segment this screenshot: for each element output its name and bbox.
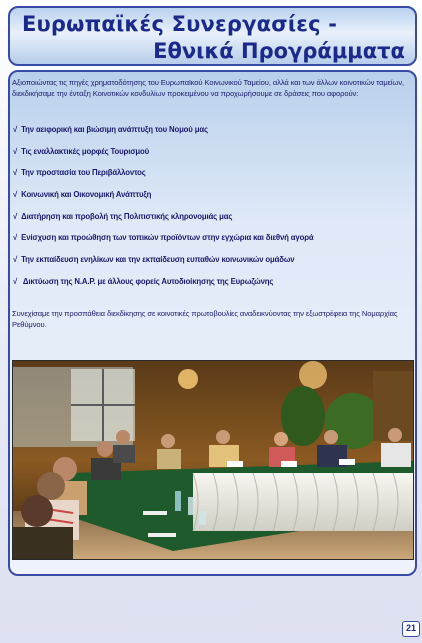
bullet-list [13, 125, 413, 299]
page-number: 21 [402, 621, 420, 637]
checkmark-icon: √ [13, 168, 18, 178]
bullet-text: Την προστασία του Περιβάλλοντος [21, 168, 146, 178]
checkmark-icon: √ [13, 255, 18, 265]
bullet-text: Διατήρηση και προβολή της Πολιτιστικής κληρονομιάς μας [21, 211, 233, 221]
bullet-text: Τις εναλλακτικές μορφές Τουρισμού [21, 146, 150, 156]
bullet-item [13, 255, 413, 277]
bullet-item [13, 277, 413, 299]
bullet-text: Την εκπαίδευση ενηλίκων και την εκπαίδευση ευπαθών κοινωνικών ομάδων [21, 255, 295, 265]
bullet-item [13, 125, 413, 147]
bullet-item [13, 212, 413, 234]
bullet-item [13, 233, 413, 255]
bullet-text: Ενίσχυση και προώθηση των τοπικών προϊόντων στην εγχώρια και διεθνή αγορά [21, 233, 314, 243]
page-title-line1: Ευρωπαϊκές Συνεργασίες - [22, 12, 338, 36]
bullet-item [13, 190, 413, 212]
meeting-photo [12, 360, 414, 560]
page-title-line2: Εθνικά Προγράμματα [153, 39, 405, 63]
bullet-text: Την αειφορική και βιώσιμη ανάπτυξη του Νομού μας [21, 125, 208, 134]
bullet-text: Κοινωνική και Οικονομική Ανάπτυξη [21, 190, 152, 200]
bullet-text: Δικτύωση της Ν.Α.Ρ. με άλλους φορείς Αυτοδιοίκησης της Ευρωζώνης [21, 276, 274, 286]
checkmark-icon: √ [13, 211, 18, 221]
checkmark-icon: √ [13, 276, 18, 286]
intro-paragraph: Αξιοποιώντας τις πηγές χρηματοδότησης του Ευρωπαϊκού Κοινωνικού Ταμείου, αλλά και των άλλων κοινοτικών ταμείων, διεκδικήσαμε την ένταξη Κοινοτικών κονδυλίων προκειμένου να προχωρήσουμε σε δράσεις που αφορούν: [12, 78, 405, 98]
bullet-item [13, 147, 413, 169]
title-banner [8, 6, 417, 66]
checkmark-icon: √ [13, 190, 18, 200]
checkmark-icon: √ [13, 233, 18, 243]
checkmark-icon: √ [13, 125, 18, 134]
meeting-photo-illustration [13, 361, 413, 559]
bullet-item [13, 168, 413, 190]
content-panel [8, 70, 417, 576]
closing-paragraph: Συνεχίσαμε την προσπάθεια διεκδίκησης σε κοινοτικές πρωτοβουλίες αναδεικνύοντας την εξωστρέφεια της Νομαρχίας Ρεθύμνου. [12, 309, 398, 329]
checkmark-icon: √ [13, 146, 18, 156]
